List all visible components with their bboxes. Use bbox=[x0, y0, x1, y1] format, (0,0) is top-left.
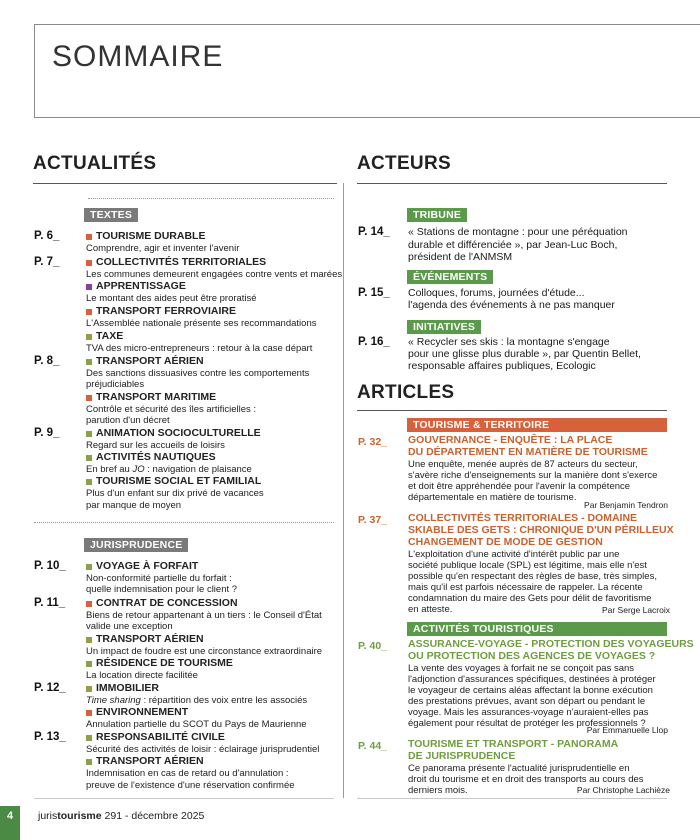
rubric-collectivites[interactable] bbox=[86, 256, 266, 269]
category-tribune: TRIBUNE bbox=[407, 208, 467, 222]
page-ref: P. 40_ bbox=[358, 640, 388, 652]
rubric-transport-aerien[interactable] bbox=[86, 633, 204, 646]
rubric-description: Contrôle et sécurité des îles artificielles : bbox=[86, 404, 257, 415]
desc-italic: Time sharing bbox=[86, 695, 141, 706]
article-title[interactable]: OU PROTECTION DES AGENCES DE VOYAGES ? bbox=[408, 650, 656, 662]
article-author: Par Serge Lacroix bbox=[601, 605, 670, 615]
rubric-apprentissage[interactable] bbox=[86, 280, 186, 293]
desc-text: En bref au bbox=[86, 464, 133, 475]
rubric-label: TOURISME SOCIAL ET FAMILIAL bbox=[96, 475, 262, 487]
rubric-animation[interactable] bbox=[86, 427, 261, 440]
articles-rule bbox=[357, 410, 667, 411]
rubric-description: quelle indemnisation pour le client ? bbox=[86, 584, 238, 595]
page-ref: P. 9_ bbox=[34, 427, 60, 439]
page-number-badge: 4 bbox=[0, 806, 20, 840]
article-desc: s'avère riche d'enseignements sur la manière dont s'exerce bbox=[408, 470, 658, 481]
rubric-description: Comprendre, agir et inventer l'avenir bbox=[86, 243, 240, 254]
rubric-residence-tourisme[interactable] bbox=[86, 657, 233, 670]
rubric-description: Indemnisation en cas de retard ou d'annulation : bbox=[86, 768, 289, 779]
page-ref: P. 10_ bbox=[34, 560, 66, 572]
brand-tourisme: tourisme bbox=[57, 810, 102, 822]
rubric-description: L'Assemblée nationale présente ses recommandations bbox=[86, 318, 317, 329]
category-tourisme-territoire: TOURISME & TERRITOIRE bbox=[407, 418, 667, 432]
actualites-heading: ACTUALITÉS bbox=[33, 153, 157, 174]
article-desc: L'exploitation d'une activité d'intérêt public par une bbox=[408, 549, 620, 560]
rubric-label: TAXE bbox=[96, 330, 124, 342]
rubric-activites-nautiques[interactable] bbox=[86, 451, 216, 464]
article-title[interactable]: TOURISME ET TRANSPORT - PANORAMA bbox=[408, 738, 619, 750]
page-ref: P. 12_ bbox=[34, 682, 66, 694]
evenements-line[interactable]: l'agenda des événements à ne pas manquer bbox=[408, 299, 615, 311]
rubric-label: VOYAGE À FORFAIT bbox=[96, 560, 199, 572]
rubric-description: Biens de retour appartenant à un tiers : le Conseil d'État bbox=[86, 610, 322, 621]
page-ref: P. 16_ bbox=[358, 336, 390, 348]
rubric-label: IMMOBILIER bbox=[96, 682, 159, 694]
rubric-responsabilite-civile[interactable] bbox=[86, 731, 225, 744]
article-author: Par Emmanuelle Llop bbox=[586, 725, 668, 735]
article-desc: départementale en matière de tourisme. bbox=[408, 492, 577, 503]
article-desc: société publique locale (SPL) est légitime, mais elle n'est bbox=[408, 560, 647, 571]
rubric-environnement[interactable] bbox=[86, 706, 188, 719]
rubric-transport-aerien[interactable] bbox=[86, 355, 204, 368]
page-ref: P. 6_ bbox=[34, 230, 60, 242]
article-desc: des prestations prévues, avant son départ ou pendant le bbox=[408, 696, 646, 707]
jurisprudence-top-rule bbox=[34, 522, 334, 523]
page-ref: P. 14_ bbox=[358, 226, 390, 238]
orange-square-icon bbox=[86, 395, 92, 401]
olive-square-icon bbox=[86, 359, 92, 365]
rubric-description: Le montant des aides peut être proratisé bbox=[86, 293, 257, 304]
article-desc: l'adjonction d'assurances spécifiques, destinées à protéger bbox=[408, 674, 656, 685]
article-author: Par Benjamin Tendron bbox=[584, 500, 668, 510]
issue-label: 291 - décembre 2025 bbox=[101, 810, 205, 822]
rubric-description: parution d'un décret bbox=[86, 415, 170, 426]
article-title[interactable]: GOUVERNANCE - ENQUÊTE : LA PLACE bbox=[408, 434, 613, 446]
rubric-label: ANIMATION SOCIOCULTURELLE bbox=[96, 427, 261, 439]
category-activites-touristiques: ACTIVITÉS TOURISTIQUES bbox=[407, 622, 667, 636]
page-ref: P. 11_ bbox=[34, 597, 66, 609]
rubric-transport-aerien[interactable] bbox=[86, 755, 204, 768]
category-evenements: ÉVÉNEMENTS bbox=[407, 270, 493, 284]
tribune-line[interactable]: « Stations de montagne : pour une péréquation bbox=[408, 226, 628, 238]
orange-square-icon bbox=[86, 309, 92, 315]
rubric-description: Un impact de foudre est une circonstance extraordinaire bbox=[86, 646, 323, 657]
orange-square-icon bbox=[86, 710, 92, 716]
rubric-description: valide une exception bbox=[86, 621, 173, 632]
desc-italic: JO bbox=[132, 464, 145, 475]
article-desc: derniers mois. bbox=[408, 785, 468, 796]
rubric-label: ENVIRONNEMENT bbox=[96, 706, 189, 718]
rubric-description: Regard sur les accueils de loisirs bbox=[86, 440, 225, 451]
textes-top-rule bbox=[88, 198, 334, 199]
article-desc: le voyageur de certains aléas affectant la bonne exécution bbox=[408, 685, 653, 696]
orange-square-icon bbox=[86, 601, 92, 607]
article-desc: condamnation du maire des Gets pour délit de favoritisme bbox=[408, 593, 652, 604]
acteurs-rule bbox=[357, 183, 667, 184]
olive-square-icon bbox=[86, 455, 92, 461]
olive-square-icon bbox=[86, 479, 92, 485]
desc-text: : répartition des voix entre les associés bbox=[140, 695, 308, 706]
article-title[interactable]: DE JURISPRUDENCE bbox=[408, 750, 516, 762]
articles-heading: ARTICLES bbox=[357, 382, 455, 403]
article-title[interactable]: COLLECTIVITÉS TERRITORIALES - DOMAINE bbox=[408, 512, 638, 524]
rubric-label: TRANSPORT AÉRIEN bbox=[96, 755, 204, 767]
rubric-description: Annulation partielle du SCOT du Pays de Maurienne bbox=[86, 719, 307, 730]
article-title[interactable]: ASSURANCE-VOYAGE - PROTECTION DES VOYAGEURS bbox=[408, 638, 694, 650]
purple-square-icon bbox=[86, 284, 92, 290]
category-jurisprudence: JURISPRUDENCE bbox=[84, 538, 188, 552]
article-author: Par Christophe Lachièze bbox=[576, 785, 670, 795]
rubric-description: La location directe facilitée bbox=[86, 670, 198, 681]
right-bottom-rule bbox=[357, 798, 667, 799]
olive-square-icon bbox=[86, 686, 92, 692]
rubric-description: par manque de moyen bbox=[86, 500, 182, 511]
article-desc: en atteste. bbox=[408, 604, 453, 615]
rubric-description: Plus d'un enfant sur dix privé de vacances bbox=[86, 488, 264, 499]
rubric-label: TRANSPORT MARITIME bbox=[96, 391, 217, 403]
rubric-voyage-forfait[interactable] bbox=[86, 560, 198, 573]
article-desc: La vente des voyages à forfait ne se conçoit pas sans bbox=[408, 663, 635, 674]
rubric-tourisme-social[interactable] bbox=[86, 475, 261, 488]
article-desc: droit du tourisme et en droit des transports au cours des bbox=[408, 774, 644, 785]
page-ref: P. 32_ bbox=[358, 436, 388, 448]
category-initiatives: INITIATIVES bbox=[407, 320, 481, 334]
rubric-label: TRANSPORT AÉRIEN bbox=[96, 355, 204, 367]
olive-square-icon bbox=[86, 661, 92, 667]
rubric-label: TRANSPORT FERROVIAIRE bbox=[96, 305, 237, 317]
page-ref: P. 15_ bbox=[358, 287, 390, 299]
rubric-transport-ferroviaire[interactable] bbox=[86, 305, 236, 318]
brand-juris: juris bbox=[38, 810, 58, 822]
initiatives-line[interactable]: responsable affaires publiques, Ecologic bbox=[408, 360, 596, 372]
column-separator bbox=[343, 183, 344, 798]
initiatives-line[interactable]: « Recycler ses skis : la montagne s'engage bbox=[408, 336, 610, 348]
olive-square-icon bbox=[86, 637, 92, 643]
acteurs-heading: ACTEURS bbox=[357, 153, 451, 174]
article-title[interactable]: SKIABLE DES GETS : CHRONIQUE D'UN PÉRILLEUX bbox=[408, 524, 674, 536]
category-textes: TEXTES bbox=[84, 208, 138, 222]
page-ref: P. 37_ bbox=[358, 514, 388, 526]
rubric-description: préjudiciables bbox=[86, 379, 145, 390]
article-desc: possible qu'en respectant des règles de base, très simples, bbox=[408, 571, 657, 582]
tribune-line[interactable]: durable et différenciée », par Jean-Luc Boch, bbox=[408, 239, 618, 251]
rubric-taxe[interactable] bbox=[86, 330, 123, 343]
evenements-line[interactable]: Colloques, forums, journées d'étude... bbox=[408, 287, 585, 299]
rubric-contrat-concession[interactable] bbox=[86, 597, 238, 610]
rubric-label: RESPONSABILITÉ CIVILE bbox=[96, 731, 225, 743]
initiatives-line[interactable]: pour une glisse plus durable », par Quentin Bellet, bbox=[408, 348, 641, 360]
page-ref: P. 44_ bbox=[358, 740, 388, 752]
rubric-immobilier[interactable] bbox=[86, 682, 159, 695]
rubric-transport-maritime[interactable] bbox=[86, 391, 216, 404]
page-ref: P. 7_ bbox=[34, 256, 60, 268]
olive-square-icon bbox=[86, 735, 92, 741]
rubric-description: Des sanctions dissuasives contre les comportements bbox=[86, 368, 310, 379]
orange-square-icon bbox=[86, 234, 92, 240]
desc-text: : navigation de plaisance bbox=[144, 464, 252, 475]
rubric-label: ACTIVITÉS NAUTIQUES bbox=[96, 451, 216, 463]
footer-publication bbox=[38, 810, 204, 822]
article-desc: Une enquête, menée auprès de 87 acteurs du secteur, bbox=[408, 459, 638, 470]
page-title: SOMMAIRE bbox=[52, 40, 224, 73]
article-desc: voyage. Mais les assurances-voyage n'auraient-elles pas bbox=[408, 707, 649, 718]
rubric-label: APPRENTISSAGE bbox=[96, 280, 186, 292]
tribune-line[interactable]: président de l'ANMSM bbox=[408, 251, 513, 263]
olive-square-icon bbox=[86, 334, 92, 340]
page-ref: P. 8_ bbox=[34, 355, 60, 367]
rubric-description: Sécurité des activités de loisir : éclairage jurisprudentiel bbox=[86, 744, 320, 755]
rubric-tourisme-durable[interactable] bbox=[86, 230, 205, 243]
rubric-label: RÉSIDENCE DE TOURISME bbox=[96, 657, 233, 669]
article-desc: mais qu'il est parfois nécessaire de rappeler. La récente bbox=[408, 582, 643, 593]
olive-square-icon bbox=[86, 564, 92, 570]
olive-square-icon bbox=[86, 431, 92, 437]
page-ref: P. 13_ bbox=[34, 731, 66, 743]
rubric-label: TRANSPORT AÉRIEN bbox=[96, 633, 204, 645]
left-bottom-rule bbox=[34, 798, 334, 799]
rubric-label: CONTRAT DE CONCESSION bbox=[96, 597, 238, 609]
article-title[interactable]: DU DÉPARTEMENT EN MATIÈRE DE TOURISME bbox=[408, 446, 648, 458]
orange-square-icon bbox=[86, 260, 92, 266]
article-desc: également pour résultat de protéger les professionnels ? bbox=[408, 718, 646, 729]
actualites-rule bbox=[33, 183, 337, 184]
rubric-label: COLLECTIVITÉS TERRITORIALES bbox=[96, 256, 267, 268]
rubric-description: Non-conformité partielle du forfait : bbox=[86, 573, 232, 584]
rubric-description: Les communes demeurent engagées contre vents et marées bbox=[86, 269, 343, 280]
article-desc: Ce panorama présente l'actualité jurisprudentielle en bbox=[408, 763, 630, 774]
rubric-description: preuve de l'existence d'une réservation confirmée bbox=[86, 780, 295, 791]
rubric-label: TOURISME DURABLE bbox=[96, 230, 206, 242]
article-desc: et doit être appréhendée pour l'avenir la compétence bbox=[408, 481, 631, 492]
olive-square-icon bbox=[86, 759, 92, 765]
rubric-description: TVA des micro-entrepreneurs : retour à la case départ bbox=[86, 343, 313, 354]
article-title[interactable]: CHANGEMENT DE MODE DE GESTION bbox=[408, 536, 603, 548]
